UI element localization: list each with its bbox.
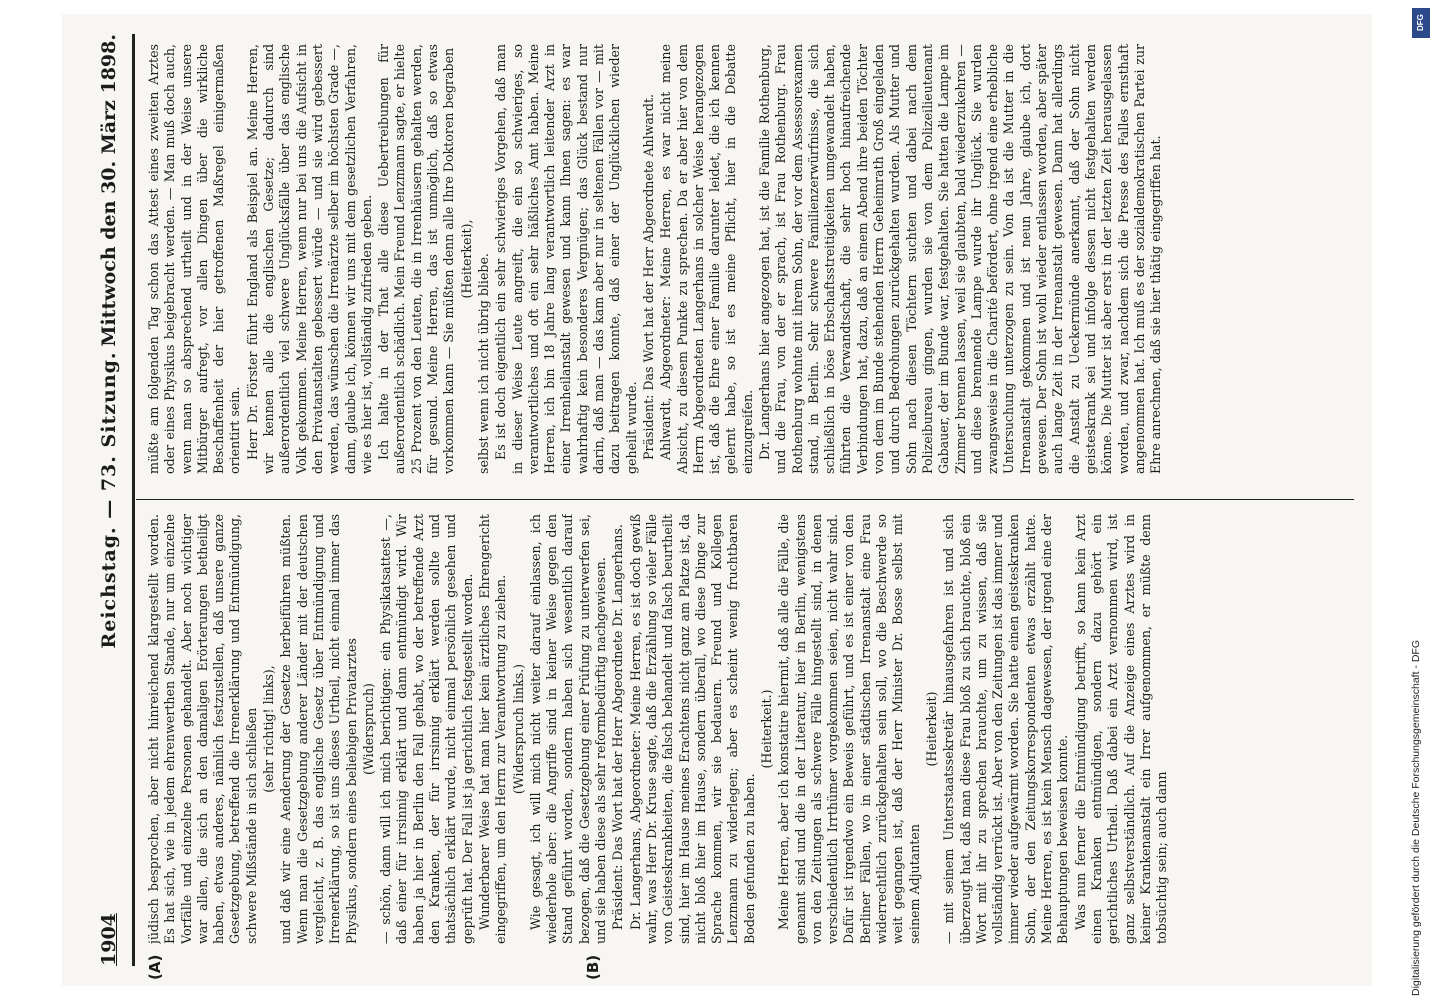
paragraph: Es ist doch eigentlich ein sehr schwieriges Vorgehen, daß man in dieser Weise Leute angreift, die ein so schwieriges, so verantwortliches und oft ein sehr häßliches Amt haben. Meine Herren, ich bin 18 Jahre lang verantwortlich leitender Arzt in einer Irrenheilanstalt gewesen und kann Ihnen sagen: es war wahrhaftig kein besonderes Vergnügen; das Glück bestand nur darin, daß man — das kam aber nur in seltenen Fällen vor — mit dazu beitragen konnte, daß einer der Unglücklichen wieder geheilt wurde. xyxy=(493,44,639,474)
right-column xyxy=(146,44,1352,474)
interjection: (Heiterkeit) xyxy=(923,691,939,767)
digitization-credit-text: Digitalisierung gefördert durch die Deutsche Forschungsgemeinschaft - DFG xyxy=(1410,639,1422,996)
interjection: (Heiterkeit), xyxy=(458,219,474,299)
interjection: (Widerspruch links.) xyxy=(510,663,526,795)
paragraph: Was nun ferner die Entmündigung betrifft, so kann kein Arzt einen Kranken entmündigen, sondern dazu gehört ein gerichtliches Urtheil. Daß dabei ein Arzt vernommen wird, ist ganz selbstverständlich. Auf die Anzeige eines Arztes wird in keiner Krankenanstalt ein Irrer aufgenommen, er müßte denn tobsüchtig sein; auch dann xyxy=(1072,514,1170,944)
speech-ahlwardt: Ahlwardt, Abgeordneter: Meine Herren, es war nicht meine Absicht, zu diesem Punkte zu sprechen. Da er aber hier von dem Herrn Abgeordneten Langerhans in solcher Weise herangezogen ist, daß die Ehre einer Familie darunter leidet, die ich kennen gelernt habe, so ist es meine Pflicht, hier in die Debatte einzugreifen. xyxy=(658,44,755,474)
column-divider xyxy=(136,499,1354,500)
interjection: (sehr richtig! links), xyxy=(261,665,277,793)
section-marker-b: (B) xyxy=(584,954,602,980)
page-header xyxy=(92,34,135,966)
session-date: Mittwoch den 30. März 1898. xyxy=(98,34,120,347)
paragraph: Ich halte in der That alle diese Uebertreibungen für außerordentlich schädlich. Mein Freund Lenzmann sagte, er hielte 25 Prozent von den Leuten, die in Irrenhäusern gehalten werden, für gesund. Meine Herren, das ist unmöglich, daß so etwas vorkommen kann — Sie müßten denn alle Ihre Doktoren begraben xyxy=(376,44,457,474)
interjection: (Widerspruch) xyxy=(360,683,376,775)
dfg-logo: DFG xyxy=(1412,8,1430,38)
paragraph: Meine Herren, aber ich konstatire hiermit, daß alle die Fälle, die genannt sind und die in der Literatur, hier in Berlin, wenigstens von den Zeitungen als schwere Fälle hingestellt sind, in denen verschiedentlich Irrthümer vorgekommen seien, nicht wahr sind. Dafür ist irgendwo ein Beweis geführt, und es ist einer von den Berliner Fällen, wo in einer städtischen Irrenanstalt eine Frau widerrechtlich zurückgehalten sein soll, wo die Beschwerde so weit gegangen ist, daß der Herr Minister Dr. Bosse selbst mit seinem Adjutanten xyxy=(776,514,922,944)
interjection: (Heiterkeit.) xyxy=(758,689,774,769)
document-page xyxy=(62,14,1372,986)
digitization-credit xyxy=(1408,0,1434,1000)
page-number: 1904 xyxy=(98,913,120,966)
paragraph: jüdisch besprochen, aber nicht hinreichend klargestellt worden. Es hat sich, wie in jedem ehrenwerthen Stande, nur um einzelne Vorfälle und einzelne Personen gehandelt. Aber noch wichtiger war allen, die sich an den damaligen Erörterungen betheiligt haben, etwas anderes, nämlich festzustellen, daß unsere ganze Gesetzgebung, betreffend die Irrenerklärung und Entmündigung, schwere Mißstände in sich schließen xyxy=(146,514,259,944)
paragraph: Dr. Langerhans hier angezogen hat, ist die Familie Rothenburg, und die Frau, von der er sprach, ist Frau Rothenburg. Frau Rothenburg wohnte mit ihrem Sohn, der vor dem Assessorexamen stand, in Berlin. Sehr schwere Familienzerwürfnisse, die sich schließlich in böse Erbschaftsstreitigkeiten umgewandelt haben, führten die Verwandtschaft, die sehr hoch hinaufreichende Verbindungen hat, dazu, daß an einem Abend ihre beiden Töchter von dem im Bunde stehenden Herrn Geheimrath Groß eingeladen und durch Bedrohungen zurückgehalten wurden. Als Mutter und Sohn nach diesen Töchtern suchten und dabei nach dem Polizeibureau gingen, wurden sie von dem Polizeilieutenant Gabauer, der im Bunde war, festgehalten. Sie hatten die Lampe im Zimmer brennen lassen, weil sie glaubten, bald wiederzukehren — und diese brennende Lampe wurde ihr Unglück. Sie wurden zwangsweise in die Charité befördert, ohne irgend eine erhebliche Untersuchung unterzogen zu sein. Von da ist die Mutter in die Irrenanstalt gekommen und ist neun Jahre, glaube ich, dort gewesen. Der Sohn ist wohl wieder entlassen worden, aber später auch lange Zeit in der Irrenanstalt gewesen. Dann hat allerdings die Anstalt zu Ueckermünde anerkannt, daß der Sohn nicht geisteskrank sei und infolge dessen nicht festgehalten werden könne. Die Mutter ist aber erst in der letzten Zeit herausgelassen worden, und zwar, nachdem sich die Presse des Falles ernsthaft angenommen hat. Ich muß es der sozialdemokratischen Partei zur Ehre anrechnen, daß sie hier thätig eingegriffen hat. xyxy=(756,44,1164,474)
paragraph: — schön, dann will ich mich berichtigen: ein Physikatsattest —, daß einer für irrsinnig erklärt und dann entmündigt wird. Wir haben ja hier in Berlin den Fall gehabt, wo der betreffende Arzt den Kranken, der für irrsinnig erklärt werden sollte und thatsächlich erklärt wurde, nicht einmal persönlich gesehen und geprüft hat. Der Fall ist ja gerichtlich festgestellt worden. xyxy=(378,514,475,944)
president-remark: Präsident: Das Wort hat der Herr Abgeordnete Ahlwardt. xyxy=(640,93,656,460)
paragraph: müßte am folgenden Tag schon das Attest eines zweiten Arztes oder eines Physikus beigebracht werden. — Man muß doch auch, wenn man so absprechend urtheilt und in der Weise unsere Mitbürger aufregt, vor allen Dingen über die wirkliche Beschaffenheit der hier getroffenen Maßregel einigermaßen orientirt sein. xyxy=(146,44,243,474)
paragraph: — mit seinem Unterstaatssekretär hinausgefahren ist und sich überzeugt hat, daß man diese Frau bloß zu sich brauchte, bloß ein Wort mit ihr zu sprechen brauchte, um zu wissen, daß sie vollständig verrückt ist. Aber von den Zeitungen ist das immer und immer wieder aufgewärmt worden. Sie hatte einen geisteskranken Sohn, der den Zeitungskorrespondenten etwas erzählt hatte. Meine Herren, es ist kein Mensch dagewesen, der irgend eine der Behauptungen beweisen konnte. xyxy=(941,514,1071,944)
president-remark: Präsident: Das Wort hat der Herr Abgeordnete Dr. Langerhans. xyxy=(610,524,626,930)
speech-langerhans: Dr. Langerhans, Abgeordneter: Meine Herren, es ist doch gewiß wahr, was Herr Dr. Kruse sagte, daß die Erzählung so vieler Fälle von Geisteskrankheiten, die falsch behandelt und falsch beurtheilt sind, hier im Hause meines Erachtens nicht ganz am Platze ist, da nicht bloß hier im Hause, sondern überall, wo diese Dinge zur Sprache kommen, wir sie bedauern. Freund und Kollegen Lenzmann zu widerlegen; aber es scheint wenig fruchtbaren Boden gefunden zu haben. xyxy=(627,514,757,944)
section-marker-a: (A) xyxy=(146,954,164,980)
session-title: Reichstag. — 73. Sitzung. xyxy=(98,351,120,649)
paragraph: Wunderbarer Weise hat man hier kein ärztliches Ehrengericht eingegriffen, um den Herrn zur Verantwortung zu ziehen. xyxy=(476,514,509,944)
paragraph: und daß wir eine Aenderung der Gesetze herbeiführen müßten. Wenn man die Gesetzgebung anderer Länder mit der deutschen vergleicht, z. B. das englische Gesetz über Entmündigung und Irrenerklärung, so ist uns dieses Urtheil, nicht einmal immer das Physikus, sondern eines beliebigen Privatarztes xyxy=(278,514,359,944)
paragraph: Herr Dr. Förster führt England als Beispiel an. Meine Herren, wir kennen alle die englischen Gesetze; dadurch sind außerordentlich viel schwere Unglücksfälle über das englische Volk gekommen. Meine Herren, wenn nur bei uns die Aufsicht in den Privatanstalten gebessert würde — und sie wird gebessert werden, das wünschen die Irrenärzte selber im höchsten Grade —, dann, glaube ich, können wir uns mit dem gesetzlichen Verfahren, wie es hier ist, vollständig zufrieden geben. xyxy=(244,44,374,474)
paragraph: Wie gesagt, ich will mich nicht weiter darauf einlassen, ich wiederhole aber: die Angriffe sind in keiner Weise gegen den Stand geführt worden, sondern haben sich wesentlich darauf bezogen, daß die Gesetzgebung einer Prüfung zu unterwerfen sei, und sie haben diese als sehr reformbedürftig nachgewiesen. xyxy=(527,514,609,944)
paragraph: selbst wenn ich nicht übrig bliebe. xyxy=(475,253,491,474)
left-column xyxy=(146,514,1352,944)
